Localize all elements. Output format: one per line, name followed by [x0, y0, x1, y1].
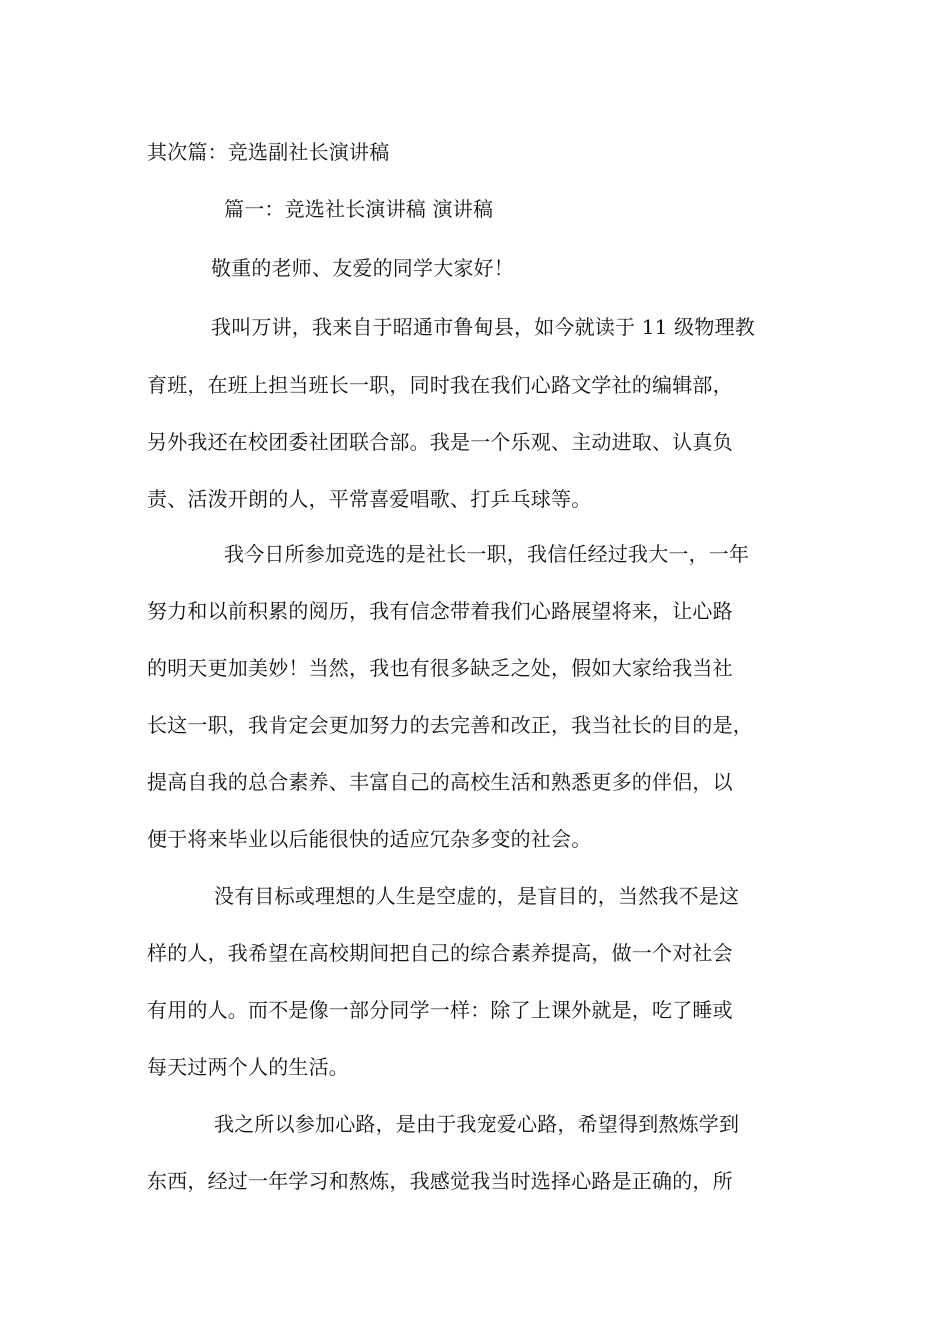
text-line: 长这一职，我肯定会更加努力的去完善和改正，我当社长的目的是， [147, 713, 753, 737]
text-line: 提高自我的总合素养、丰富自己的高校生活和熟悉更多的伴侣，以 [147, 770, 733, 794]
text-line: 便于将来毕业以后能很快的适应冗杂多变的社会。 [147, 827, 592, 851]
text-line: 育班，在班上担当班长一职，同时我在我们心路文学社的编辑部， [147, 373, 733, 397]
text-line: 努力和以前积累的阅历，我有信念带着我们心路展望将来，让心路 [147, 599, 733, 623]
text-line: 另外我还在校团委社团联合部。我是一个乐观、主动进取、认真负 [147, 430, 733, 454]
text-line: 我之所以参加心路，是由于我宠爱心路，希望得到熬炼学到 [214, 1112, 740, 1136]
subtitle: 篇一：竞选社长演讲稿 演讲稿 [224, 197, 494, 221]
text-line: 的明天更加美妙！当然，我也有很多缺乏之处，假如大家给我当社 [147, 656, 733, 680]
text-line: 我叫万讲，我来自于昭通市鲁甸县，如今就读于 11 级物理教 [211, 315, 755, 339]
text-line: 责、活泼开朗的人，平常喜爱唱歌、打乒乓球等。 [147, 487, 592, 511]
text-line: 我今日所参加竞选的是社长一职，我信任经过我大一，一年 [224, 542, 750, 566]
text-line: 样的人，我希望在高校期间把自己的综合素养提高，做一个对社会 [147, 941, 733, 965]
text-line: 有用的人。而不是像一部分同学一样：除了上课外就是，吃了睡或 [147, 998, 733, 1022]
text-line: 每天过两个人的生活。 [147, 1055, 349, 1079]
text-line: 没有目标或理想的人生是空虚的，是盲目的，当然我不是这 [214, 884, 740, 908]
section-title: 其次篇：竞选副社长演讲稿 [147, 140, 390, 164]
greeting: 敬重的老师、友爱的同学大家好！ [211, 256, 514, 280]
text-line: 东西，经过一年学习和熬炼，我感觉我当时选择心路是正确的，所 [147, 1169, 733, 1193]
